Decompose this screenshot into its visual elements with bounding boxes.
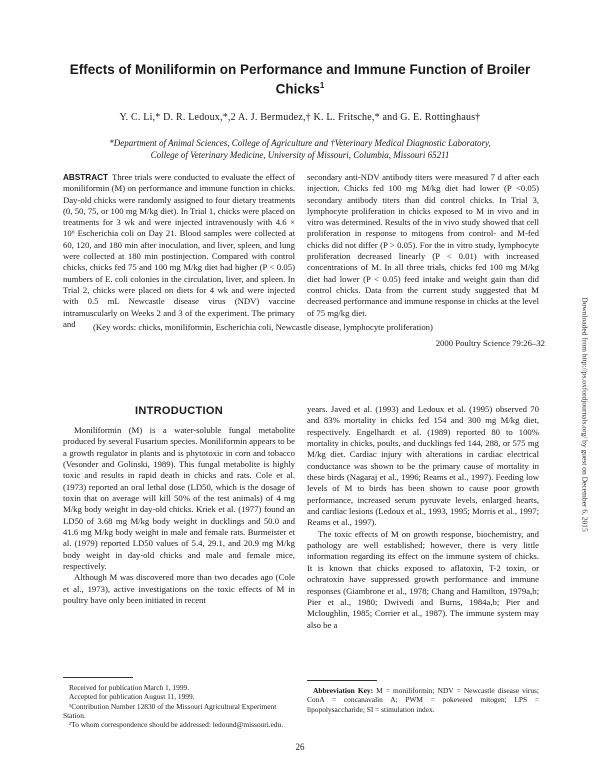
abbreviation-text: M = moniliformin; NDV = Newcastle disease virus; ConA = concanavalin A; PWM = pokeweed mitogen; LPS = lipopolysaccharide; SI = stimulation index. — [307, 686, 539, 714]
affiliation — [60, 138, 540, 161]
paragraph: Moniliformin (M) is a water-soluble fungal metabolite produced by several Fusarium species. Moniliformin appears to be a growth regulator in plants and is phytotoxic in corn and tobacco (Vesonder and Golinski, 1989). This fungal metabolite is highly toxic and results in rapid death in chicks and rats. Cole et al. (1973) reported an oral lethal dose (LD50, which is the dosage of toxin that on average will kill 50% of the test animals) of 4 mg M/kg body weight in day-old chicks. Kriek et al. (1977) found an LD50 of 3.68 mg M/kg body weight in ducklings and 50.0 and 41.6 mg M/kg body weight in male and female rats. Burmeister et al. (1979) reported LD50 values of 5.4, 29.1, and 20.9 mg M/kg body weight in day-old chicks and male and female mice, respectively. — [63, 425, 295, 572]
affiliation-line-1: *Department of Animal Sciences, College of Agriculture and †Veterinary Medical Diagnostic Laboratory, — [109, 138, 491, 148]
abstract-left-text: Three trials were conducted to evaluate the effect of moniliformin (M) on performance and immune function in chicks. Day-old chicks were randomly assigned to four dietary treatments (0, 50, 75, or 100 mg M/kg diet). In Trial 1, chicks were placed on treatments for 3 wk and were injected intravenously with 4.6 × 10⁶ Escherichia coli on Day 21. Blood samples were collected at 60, 120, and 180 min after inoculation, and liver, spleen, and lung were collected at 180 min postinjection. Compared with control chicks, chicks fed 75 and 100 mg M/kg diet had higher (P < 0.05) numbers of E. coli colonies in the circulation, liver, and spleen. In Trial 2, chicks were placed on diets for 4 wk and were injected with 0.5 mL Newcastle disease virus (NDV) vaccine intramuscularly on Weeks 2 and 3 of the experiment. The primary and — [63, 172, 295, 329]
abbreviation-label: Abbreviation Key: — [313, 686, 374, 695]
title-footnote-marker: 1 — [319, 81, 325, 90]
footnote-divider — [63, 677, 133, 678]
abbreviation-divider — [307, 680, 377, 681]
footnotes — [63, 683, 295, 729]
footnote: ²To whom correspondence should be addressed: ledound@missouri.edu. — [69, 720, 284, 730]
footnote: ¹Contribution Number 12830 of the Missouri Agricultural Experiment Station. — [63, 701, 277, 720]
footnote: Received for publication March 1, 1999. — [69, 683, 190, 692]
paragraph: The toxic effects of M on growth response, biochemistry, and pathology are well established; however, there is very little information regarding its effect on the immune system of chicks. It is known that chicks exposed to aflatoxin, T-2 toxin, or ochratoxin have suppressed growth performance and immune responses (Giambrone et al., 1978; Chang and Hamilton, 1979a,b; Pier et al., 1980; Dwivedi and Burns, 1984a,b; Pier and Mcloughlin, 1985; Corrier et al., 1987). The immune system may also be a — [307, 528, 539, 630]
abstract-right-column: secondary anti-NDV antibody titers were measured 7 d after each injection. Chicks fed 100 mg M/kg diet had lower (P <0.05) secondary antibody titers than did control chicks. In Trial 3, lymphocyte proliferation in chicks exposed to M in vivo and in vitro was determined. Results of the in vivo study showed that cell proliferation in response to mitogens from control- and M-fed chicks did not differ (P > 0.05). For the in vitro study, lymphocyte proliferation decreased linearly (P < 0.01) with increased concentrations of M. In all three trials, chicks fed 100 mg M/kg diet had lower (P < 0.05) feed intake and weight gain than did control chicks. Data from the current study suggested that M decreased performance and immune response in chicks at the level of 75 mg/kg diet. — [307, 172, 539, 318]
intro-right-column — [307, 404, 539, 631]
affiliation-line-2: College of Veterinary Medicine, University of Missouri, Columbia, Missouri 65211 — [150, 149, 450, 160]
download-sidebar — [575, 210, 590, 630]
download-notice[interactable]: Downloaded from http://ps.oxfordjournals.org/ by guest on December 6, 2015 — [580, 297, 590, 532]
journal-citation: 2000 Poultry Science 79:26–32 — [435, 338, 545, 348]
paragraph: years. Javed et al. (1993) and Ledoux et al. (1995) observed 70 and 83% mortality in chicks fed 154 and 300 mg M/kg diet, respectively. Engelhardt et al. (1989) reported 80 to 100% mortality in chicks, poults, and ducklings fed 144, 288, or 575 mg M/kg diet. Cardiac injury with alterations in cardiac electrical conductance was shown to be the primary cause of mortality in these birds (Nagaraj et al., 1996; Reams et al., 1997). Feeding low levels of M to birds has been shown to cause poor growth performance, increased serum pyruvate levels, enlarged hearts, and cardiac lesions (Ledoux et al., 1993, 1995; Morris et al., 1997; Reams et al., 1997). — [307, 404, 539, 528]
section-heading-introduction: INTRODUCTION — [135, 405, 223, 417]
abstract-label: ABSTRACT — [63, 173, 109, 182]
abstract-left-column — [63, 172, 295, 330]
footnote: Accepted for publication August 11, 1999. — [69, 692, 195, 702]
page-number: 26 — [295, 742, 305, 752]
paragraph: Although M was discovered more than two decades ago (Cole et al., 1973), active investigations on the toxic effects of M in poultry have only been initiated in recent — [63, 572, 295, 606]
paper-title: Effects of Moniliformin on Performance and Immune Function of Broiler Chicks$^1$ — [69, 62, 531, 97]
intro-left-column — [63, 425, 295, 607]
abbreviation-key — [307, 686, 539, 714]
author-list: Y. C. Li,* D. R. Ledoux,*,2 A. J. Bermudez,† K. L. Fritsche,* and G. E. Rottinghaus† — [119, 112, 481, 123]
keywords: (Key words: chicks, moniliformin, Escherichia coli, Newcastle disease, lymphocyte proliferation) — [93, 322, 433, 332]
